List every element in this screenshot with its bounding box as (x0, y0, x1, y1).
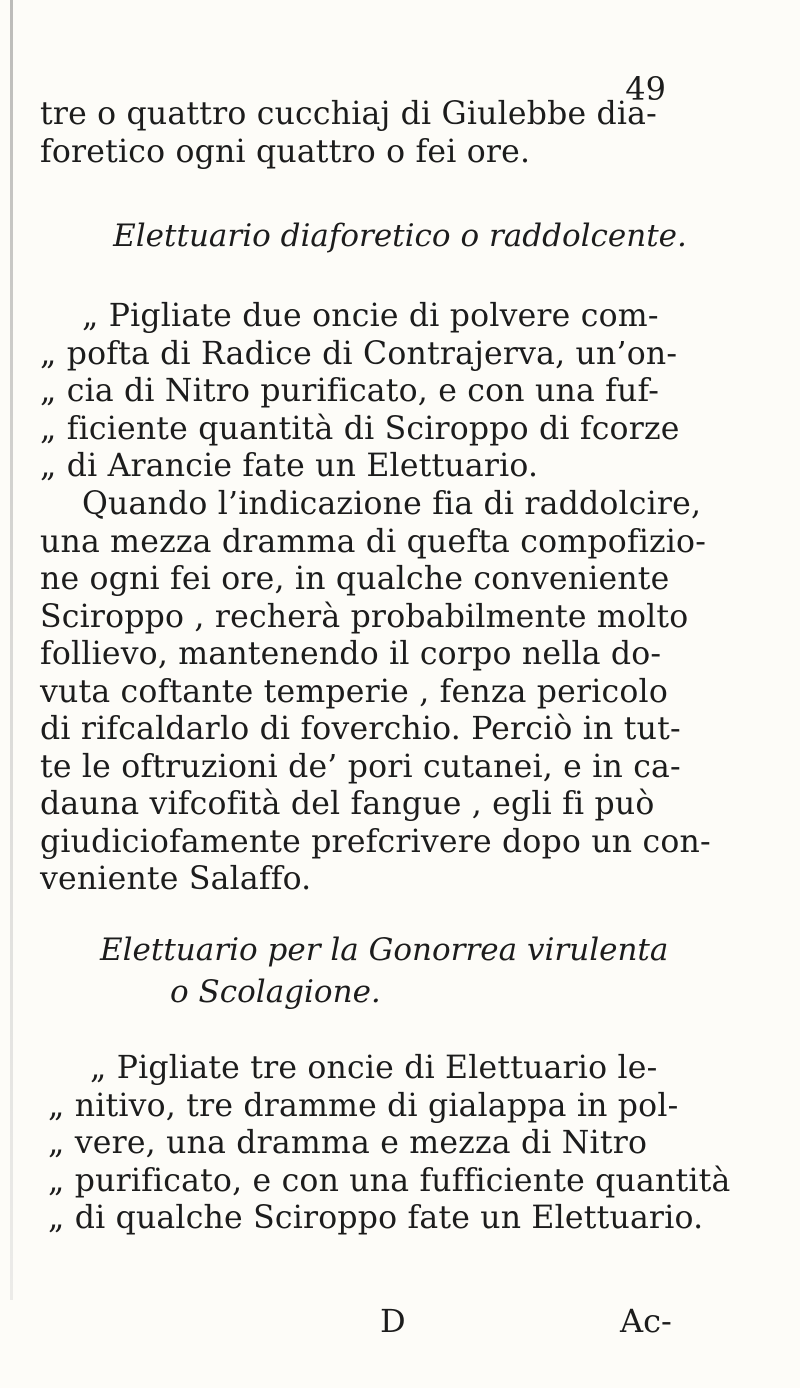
text-line: follievo, mantenendo il corpo nella do- (40, 636, 662, 672)
text-line: ne ogni fei ore, in qualche conveniente (40, 561, 670, 597)
page-edge-shadow (10, 0, 13, 1300)
recipe-line: „ di qualche Sciroppo fate un Elettuario. (48, 1200, 704, 1236)
text-line: tre o quattro cucchiaj di Giulebbe dia- (40, 96, 658, 132)
text-line: Sciroppo , recherà probabilmente molto (40, 598, 689, 635)
text-line: te le oftruzioni de’ pori cutanei, e in ca- (40, 748, 681, 785)
text-line: dauna vifcofità del fangue , egli fi può (40, 786, 655, 822)
recipe-line: „ purificato, e con una fufficiente quantità (48, 1162, 731, 1199)
recipe-diaforetico (40, 298, 760, 486)
body-paragraph (40, 486, 760, 899)
recipe-line: „ vere, una dramma e mezza di Nitro (48, 1125, 648, 1161)
recipe-line: „ di Arancie fate un Elettuario. (40, 448, 539, 484)
section-title-diaforetico: Elettuario diaforetico o raddolcente. (113, 218, 687, 254)
signature-mark: D (380, 1302, 406, 1340)
recipe-line: „ pofta di Radice di Contrajerva, un’on- (40, 335, 678, 372)
text-line: una mezza dramma di quefta compofizio- (40, 523, 707, 560)
recipe-gonorrea (48, 1050, 768, 1238)
opening-paragraph (40, 96, 760, 171)
recipe-line: „ Pigliate due oncie di polvere com- (82, 298, 659, 334)
section-subtitle-scolagione: o Scolagione. (170, 974, 381, 1010)
recipe-line: „ ficiente quantità di Sciroppo di fcorze (40, 410, 680, 447)
recipe-line: „ Pigliate tre oncie di Elettuario le- (90, 1050, 658, 1086)
text-line: vuta coftante temperie , fenza pericolo (40, 673, 668, 710)
section-title-gonorrea: Elettuario per la Gonorrea virulenta (100, 932, 669, 968)
catchword: Ac- (620, 1302, 672, 1340)
text-line: foretico ogni quattro o fei ore. (40, 133, 531, 170)
text-line: giudiciofamente prefcrivere dopo un con- (40, 823, 711, 860)
recipe-line: „ nitivo, tre dramme di gialappa in pol- (48, 1087, 679, 1124)
text-line: Quando l’indicazione fia di raddolcire, (82, 486, 702, 522)
page-number: 49 (625, 70, 666, 108)
text-line: veniente Salaffo. (40, 861, 312, 897)
recipe-line: „ cia di Nitro purificato, e con una fuf- (40, 373, 660, 409)
text-line: di rifcaldarlo di foverchio. Perciò in tut- (40, 711, 681, 747)
